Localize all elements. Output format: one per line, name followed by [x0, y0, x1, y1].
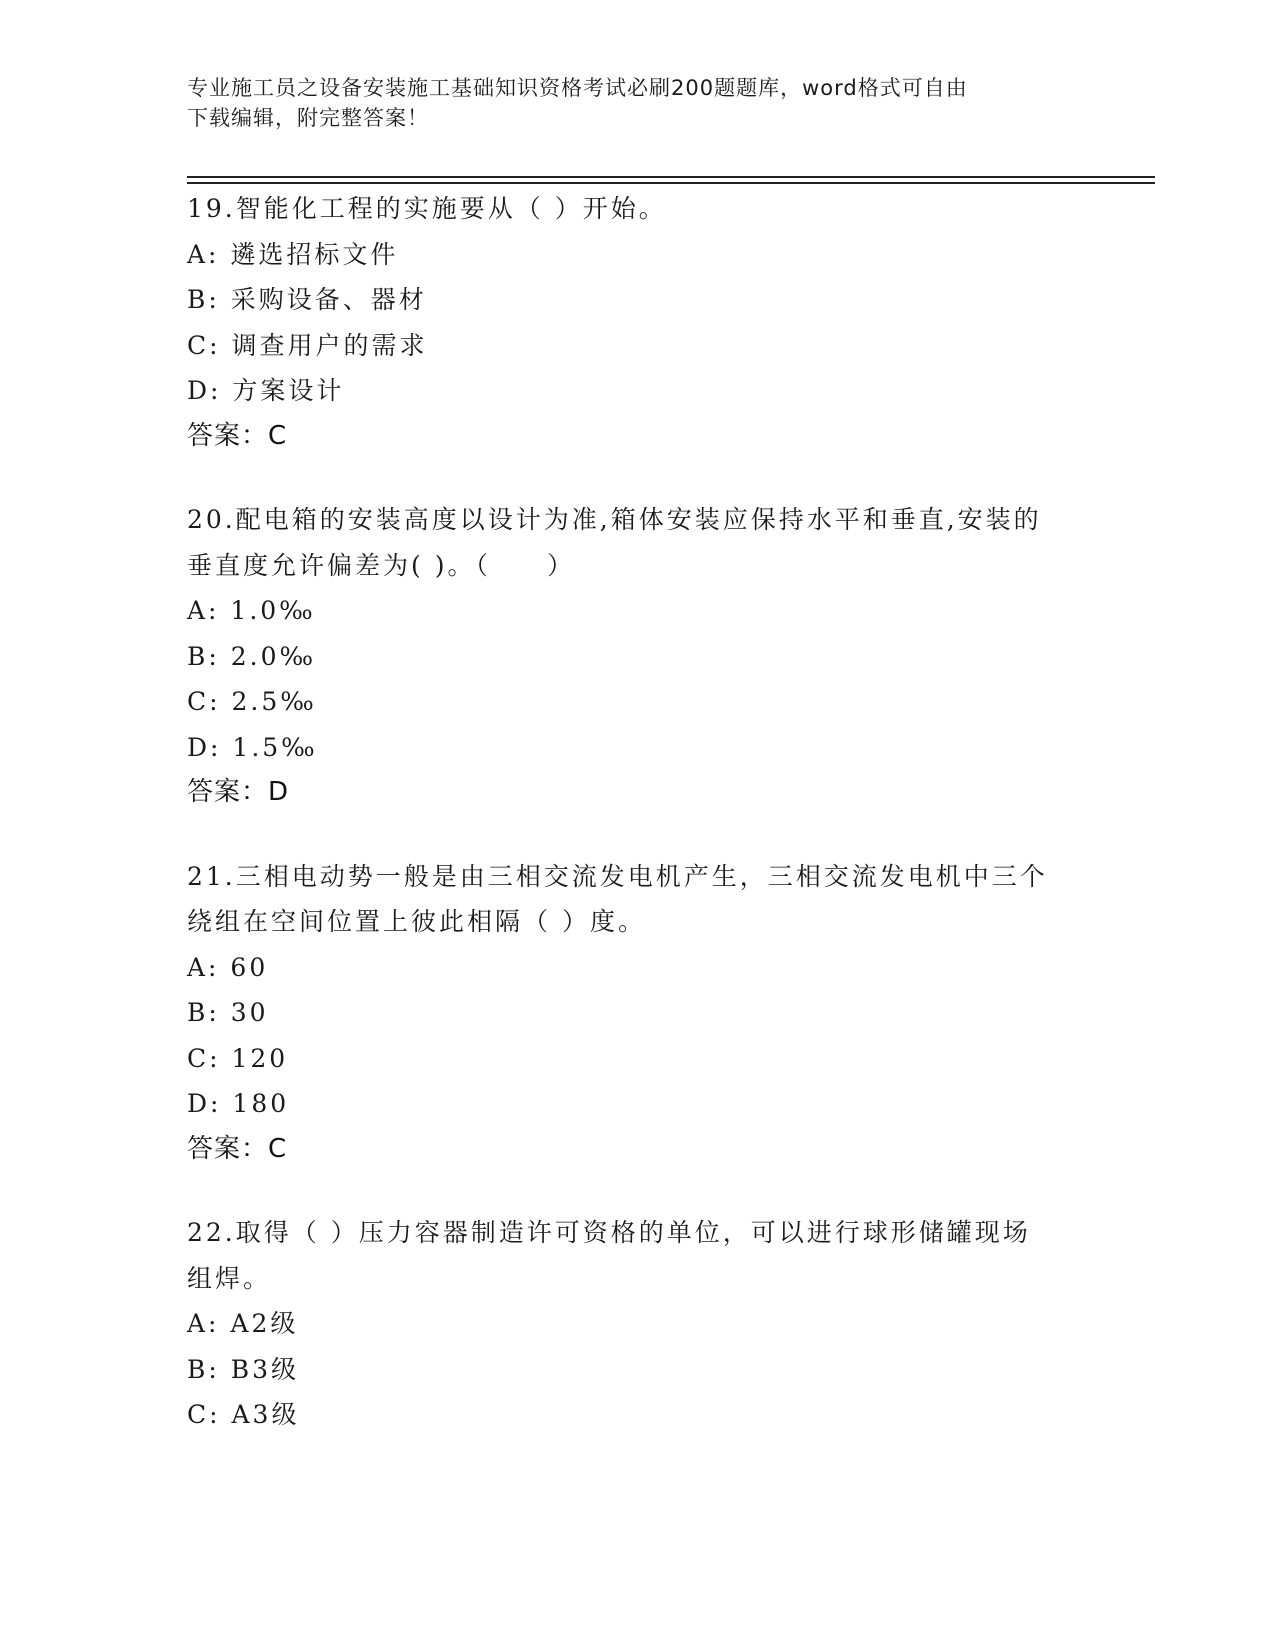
answer-key: 答案：C: [187, 1133, 288, 1164]
header-divider-top: [187, 176, 1155, 178]
question-stem-line: 21.三相电动势一般是由三相交流发电机产生，三相交流发电机中三个: [187, 861, 1048, 891]
answer-option: C: A3级: [187, 1400, 300, 1429]
question-stem-line: 19.智能化工程的实施要从（ ）开始。: [187, 194, 667, 223]
question-stem-line: 绕组在空间位置上彼此相隔（ ）度。: [187, 907, 646, 936]
answer-option: A: 60: [187, 952, 269, 982]
answer-option: D: 方案设计: [187, 376, 345, 405]
answer-option: B: 采购设备、器材: [187, 285, 427, 314]
answer-option: C: 调查用户的需求: [187, 330, 428, 360]
answer-option: B: B3级: [187, 1354, 300, 1384]
question-block: [187, 186, 1087, 459]
question-block: [187, 854, 1087, 1173]
answer-option: B: 30: [187, 998, 269, 1027]
answer-option: A: 遴选招标文件: [187, 239, 399, 269]
question-stem-line: 组焊。: [187, 1263, 272, 1293]
answer-key: 答案：D: [187, 777, 290, 807]
answer-option: B: 2.0‰: [187, 641, 317, 671]
question-stem-line: 20.配电箱的安装高度以设计为准,箱体安装应保持水平和垂直,安装的: [187, 505, 1042, 534]
question-block: [187, 497, 1087, 816]
answer-key: 答案：C: [187, 420, 288, 451]
answer-option: A: A2级: [187, 1309, 299, 1338]
answer-option: D: 1.5‰: [187, 732, 318, 762]
question-stem-line: 22.取得（ ）压力容器制造许可资格的单位，可以进行球形储罐现场: [187, 1218, 1031, 1247]
question-block: [187, 1210, 1087, 1438]
document-header: [187, 73, 1067, 133]
header-divider-bottom: [187, 182, 1155, 184]
header-line-1: 专业施工员之设备安装施工基础知识资格考试必刷200题题库，word格式可自由: [187, 76, 968, 100]
header-line-2: 下载编辑，附完整答案！: [187, 106, 429, 130]
answer-option: A: 1.0‰: [187, 596, 316, 625]
answer-option: D: 180: [187, 1089, 290, 1118]
question-stem-line: 垂直度允许偏差为( )。（ ）: [187, 550, 575, 580]
answer-option: C: 2.5‰: [187, 687, 317, 716]
answer-option: C: 120: [187, 1043, 289, 1073]
question-list: [187, 186, 1087, 1476]
